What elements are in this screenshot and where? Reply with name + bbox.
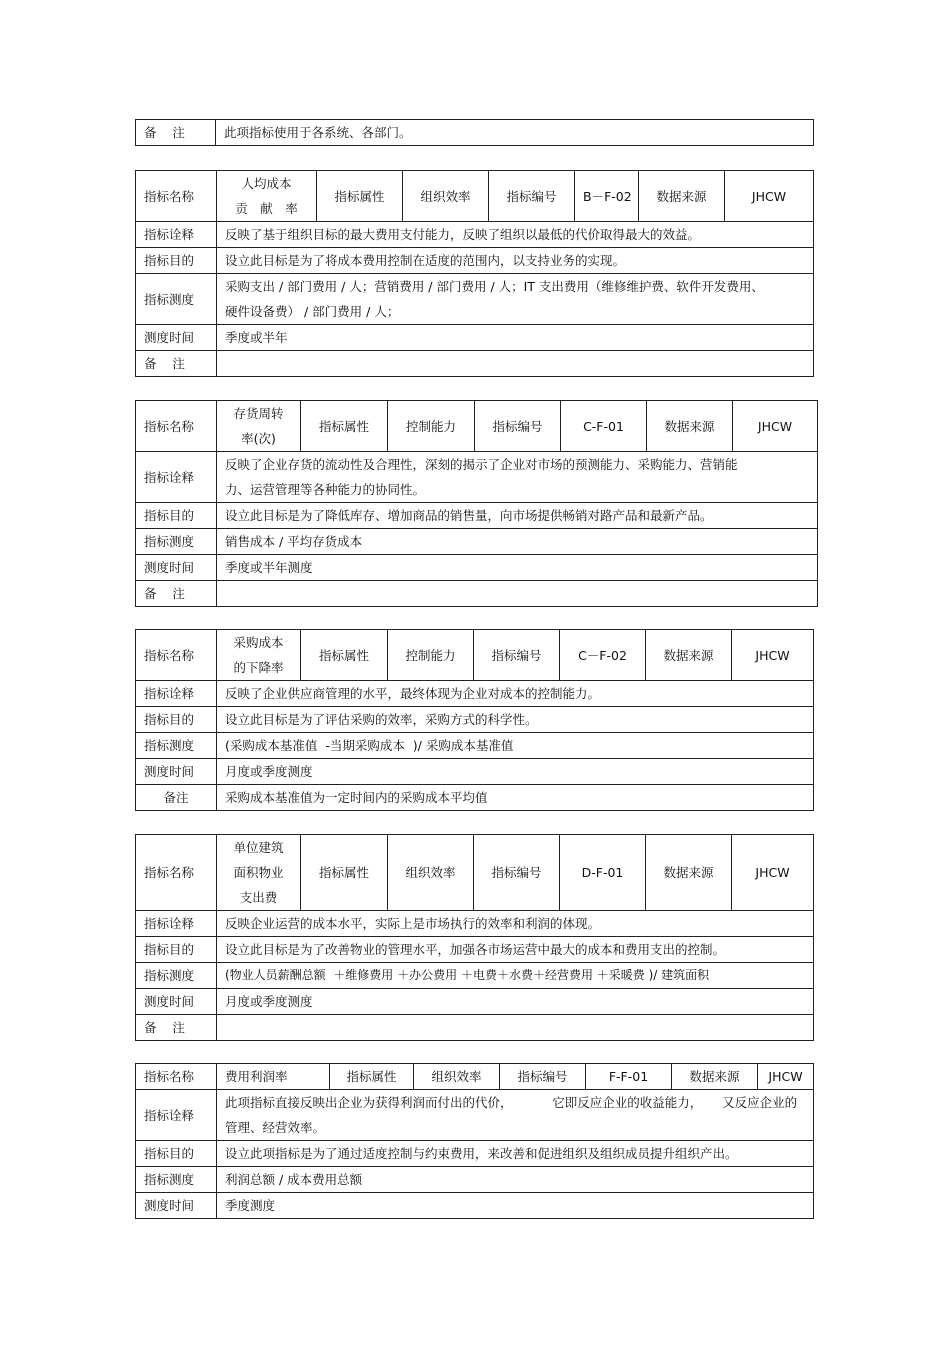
top-remark-table [135, 119, 814, 146]
purpose-label: 指标目的 [136, 707, 217, 733]
attribute-value: 控制能力 [388, 630, 474, 681]
code-label: 指标编号 [474, 630, 560, 681]
indicator-name: 存货周转 率(次) [217, 401, 301, 452]
purpose-value: 设立此目标是为了降低库存、增加商品的销售量，向市场提供畅销对路产品和最新产品。 [217, 503, 818, 529]
remark-label: 备 注 [136, 581, 217, 607]
code-label: 指标编号 [475, 401, 561, 452]
measure-value: 利润总额 / 成本费用总额 [217, 1167, 814, 1193]
code-value: C－F-02 [560, 630, 646, 681]
purpose-label: 指标目的 [136, 1141, 217, 1167]
measure-value: (采购成本基准值 -当期采购成本 )/ 采购成本基准值 [217, 733, 814, 759]
time-value: 季度或半年测度 [217, 555, 818, 581]
definition-label: 指标诠释 [136, 911, 217, 937]
source-value: JHCW [733, 401, 818, 452]
definition-label: 指标诠释 [136, 452, 217, 503]
measure-label: 指标测度 [136, 1167, 217, 1193]
purpose-label: 指标目的 [136, 248, 217, 274]
measure-value: (物业人员薪酬总额 ＋维修费用 ＋办公费用 ＋电费＋水费＋经营费用 ＋采暖费 )/ 建筑面积 [217, 963, 814, 989]
kpi-table-3 [135, 629, 814, 811]
kpi-table-4 [135, 834, 814, 1041]
attribute-label: 指标属性 [301, 835, 388, 911]
time-label: 测度时间 [136, 989, 217, 1015]
time-value: 季度或半年 [217, 325, 814, 351]
indicator-name: 采购成本 的下降率 [217, 630, 301, 681]
kpi-table-5 [135, 1063, 814, 1219]
time-label: 测度时间 [136, 555, 217, 581]
attribute-label: 指标属性 [330, 1064, 414, 1090]
source-label: 数据来源 [672, 1064, 758, 1090]
measure-label: 指标测度 [136, 529, 217, 555]
attribute-label: 指标属性 [317, 171, 403, 222]
purpose-value: 设立此目标是为了将成本费用控制在适度的范围内，以支持业务的实现。 [217, 248, 814, 274]
measure-label: 指标测度 [136, 963, 217, 989]
definition-value: 反映了企业存货的流动性及合理性，深刻的揭示了企业对市场的预测能力、采购能力、营销能 力、运营管理等各种能力的协同性。 [217, 452, 818, 503]
remark-label: 备 注 [136, 351, 217, 377]
code-label: 指标编号 [474, 835, 560, 911]
code-value: B－F-02 [575, 171, 639, 222]
indicator-name: 单位建筑 面积物业 支出费 [217, 835, 301, 911]
definition-label: 指标诠释 [136, 1090, 217, 1141]
time-value: 月度或季度测度 [217, 759, 814, 785]
definition-value: 反映了企业供应商管理的水平，最终体现为企业对成本的控制能力。 [217, 681, 814, 707]
time-value: 季度测度 [217, 1193, 814, 1219]
time-value: 月度或季度测度 [217, 989, 814, 1015]
definition-label: 指标诠释 [136, 222, 217, 248]
attribute-label: 指标属性 [301, 630, 388, 681]
indicator-name: 人均成本 贡 献 率 [217, 171, 317, 222]
indicator-name: 费用利润率 [217, 1064, 330, 1090]
remark-value: 此项指标使用于各系统、各部门。 [216, 120, 814, 146]
measure-label: 指标测度 [136, 274, 217, 325]
remark-value [217, 581, 818, 607]
kpi-table-1 [135, 170, 814, 377]
source-value: JHCW [758, 1064, 814, 1090]
source-label: 数据来源 [646, 835, 732, 911]
name-label: 指标名称 [136, 171, 217, 222]
attribute-value: 组织效率 [414, 1064, 500, 1090]
source-value: JHCW [732, 835, 814, 911]
source-label: 数据来源 [646, 630, 732, 681]
time-label: 测度时间 [136, 1193, 217, 1219]
remark-value [217, 351, 814, 377]
kpi-table-2 [135, 400, 818, 607]
remark-label: 备 注 [136, 1015, 217, 1041]
purpose-label: 指标目的 [136, 503, 217, 529]
code-label: 指标编号 [489, 171, 575, 222]
source-label: 数据来源 [647, 401, 733, 452]
source-value: JHCW [732, 630, 814, 681]
code-value: F-F-01 [586, 1064, 672, 1090]
attribute-value: 组织效率 [403, 171, 489, 222]
definition-value: 反映了基于组织目标的最大费用支付能力，反映了组织以最低的代价取得最大的效益。 [217, 222, 814, 248]
name-label: 指标名称 [136, 630, 217, 681]
measure-value: 销售成本 / 平均存货成本 [217, 529, 818, 555]
source-value: JHCW [725, 171, 814, 222]
remark-value [217, 1015, 814, 1041]
remark-label: 备注 [136, 785, 217, 811]
attribute-value: 组织效率 [388, 835, 474, 911]
code-value: D-F-01 [560, 835, 646, 911]
purpose-value: 设立此项指标是为了通过适度控制与约束费用，来改善和促进组织及组织成员提升组织产出。 [217, 1141, 814, 1167]
remark-label: 备 注 [136, 120, 216, 146]
attribute-label: 指标属性 [301, 401, 388, 452]
name-label: 指标名称 [136, 835, 217, 911]
attribute-value: 控制能力 [388, 401, 475, 452]
time-label: 测度时间 [136, 325, 217, 351]
purpose-label: 指标目的 [136, 937, 217, 963]
name-label: 指标名称 [136, 401, 217, 452]
name-label: 指标名称 [136, 1064, 217, 1090]
purpose-value: 设立此目标是为了改善物业的管理水平，加强各市场运营中最大的成本和费用支出的控制。 [217, 937, 814, 963]
measure-label: 指标测度 [136, 733, 217, 759]
definition-value: 此项指标直接反映出企业为获得利润而付出的代价， 它即反应企业的收益能力， 又反应企业的 管理、经营效率。 [217, 1090, 814, 1141]
source-label: 数据来源 [639, 171, 725, 222]
measure-value: 采购支出 / 部门费用 / 人；营销费用 / 部门费用 / 人；IT 支出费用（维修维护费、软件开发费用、 硬件设备费） / 部门费用 / 人； [217, 274, 814, 325]
code-value: C-F-01 [561, 401, 647, 452]
definition-value: 反映企业运营的成本水平，实际上是市场执行的效率和利润的体现。 [217, 911, 814, 937]
definition-label: 指标诠释 [136, 681, 217, 707]
purpose-value: 设立此目标是为了评估采购的效率，采购方式的科学性。 [217, 707, 814, 733]
time-label: 测度时间 [136, 759, 217, 785]
remark-value: 采购成本基准值为一定时间内的采购成本平均值 [217, 785, 814, 811]
code-label: 指标编号 [500, 1064, 586, 1090]
